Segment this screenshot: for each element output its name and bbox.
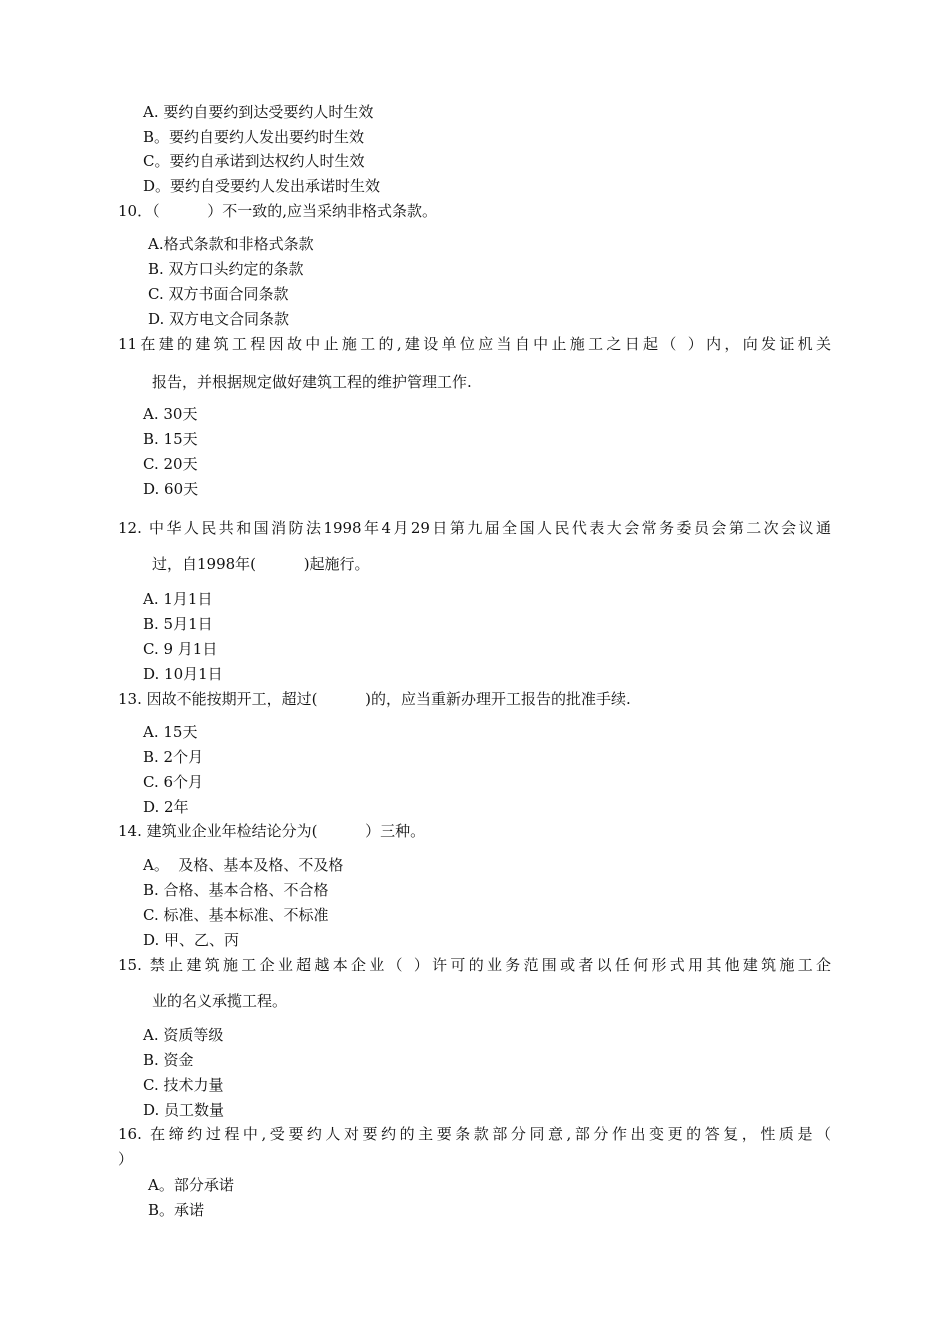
q9-option-d: D。要约自受要约人发出承诺时生效: [143, 177, 381, 195]
q14-option-a: A。 及格、基本及格、不及格: [143, 856, 344, 874]
q13-option-a: A. 15天: [143, 723, 198, 741]
q12-option-c: C. 9 月1日: [143, 640, 218, 658]
q14-option-c: C. 标准、基本标准、不标准: [143, 906, 329, 924]
q12-stem: 12. 中华人民共和国消防法1998年4月29日第九届全国人民代表大会常务委员会第二次会议通: [118, 519, 831, 537]
q16-option-b: B。承诺: [148, 1201, 205, 1219]
q13-stem: 13. 因故不能按期开工，超过( )的，应当重新办理开工报告的批准手续.: [118, 690, 631, 708]
q10-stem: 10．（ ）不一致的,应当采纳非格式条款。: [118, 202, 438, 220]
q9-option-b: B。要约自要约人发出要约时生效: [143, 128, 365, 146]
q10-option-d: D. 双方电文合同条款: [148, 310, 290, 328]
q10-option-b: B. 双方口头约定的条款: [148, 260, 304, 278]
q15-option-d: D. 员工数量: [143, 1101, 225, 1119]
q14-option-b: B. 合格、基本合格、不合格: [143, 881, 329, 899]
q9-option-c: C。要约自承诺到达权约人时生效: [143, 152, 365, 170]
q11-option-d: D. 60天: [143, 480, 199, 498]
q12-stem-continuation: 过，自1998年( )起施行。: [152, 555, 370, 573]
q11-option-b: B. 15天: [143, 430, 198, 448]
q15-option-c: C. 技术力量: [143, 1076, 224, 1094]
q13-option-d: D. 2年: [143, 798, 189, 816]
q15-stem: 15. 禁止建筑施工企业超越本企业（ ）许可的业务范围或者以任何形式用其他建筑施工企: [118, 956, 831, 974]
q14-option-d: D. 甲、乙、丙: [143, 931, 240, 949]
q12-option-d: D. 10月1日: [143, 665, 223, 683]
q11-option-c: C. 20天: [143, 455, 198, 473]
q9-option-a: A. 要约自要约到达受要约人时生效: [143, 103, 374, 121]
q16-stem: 16. 在缔约过程中,受要约人对要约的主要条款部分同意,部分作出变更的答复，性质是（: [118, 1125, 831, 1143]
q13-option-b: B. 2个月: [143, 748, 204, 766]
q12-option-a: A. 1月1日: [143, 590, 213, 608]
q16-stem-continuation: ）: [118, 1150, 134, 1168]
q12-option-b: B. 5月1日: [143, 615, 213, 633]
q15-option-a: A. 资质等级: [143, 1026, 224, 1044]
q14-stem: 14. 建筑业企业年检结论分为( ）三种。: [118, 822, 426, 840]
q11-stem: 11在建的建筑工程因故中止施工的,建设单位应当自中止施工之日起（ ）内，向发证机关: [118, 335, 831, 353]
q15-option-b: B. 资金: [143, 1051, 194, 1069]
q10-option-c: C. 双方书面合同条款: [148, 285, 289, 303]
q11-option-a: A. 30天: [143, 405, 198, 423]
q10-option-a: A.格式条款和非格式条款: [148, 235, 314, 253]
q15-stem-continuation: 业的名义承揽工程。: [152, 992, 288, 1010]
q13-option-c: C. 6个月: [143, 773, 204, 791]
q11-stem-continuation: 报告，并根据规定做好建筑工程的维护管理工作.: [152, 373, 472, 391]
q16-option-a: A。部分承诺: [148, 1176, 234, 1194]
